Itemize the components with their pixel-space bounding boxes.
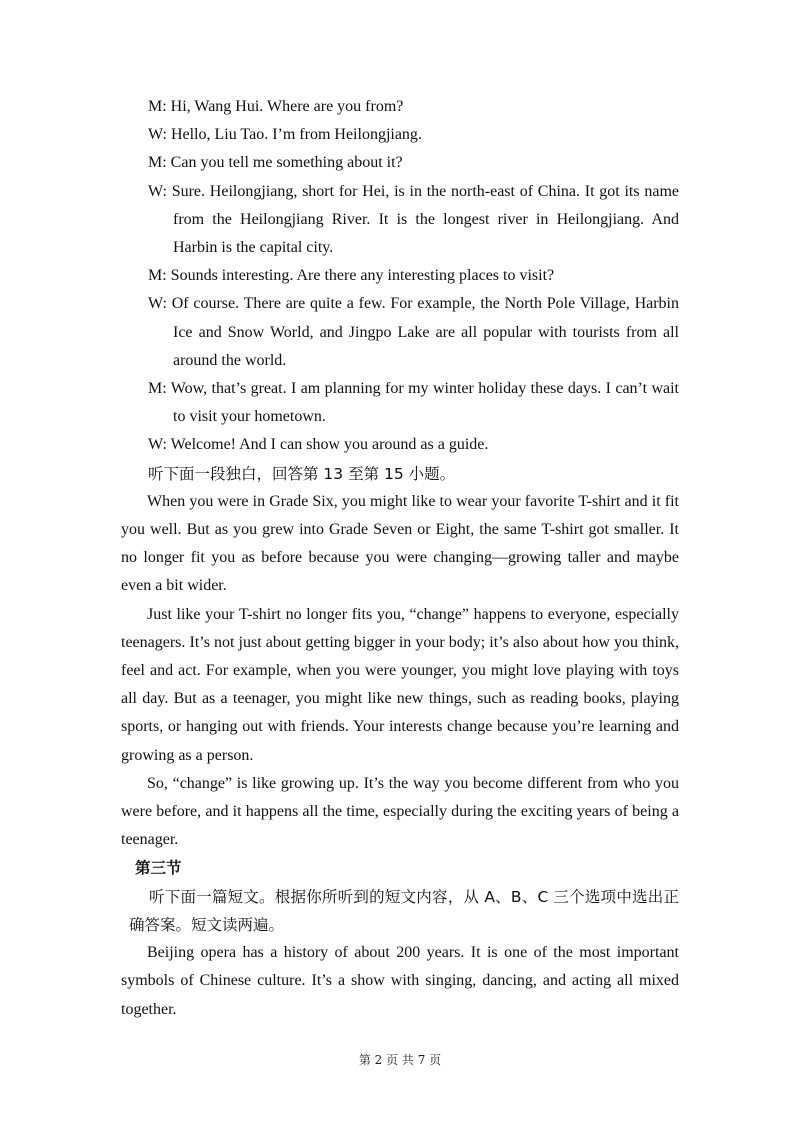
passage-paragraph: Beijing opera has a history of about 200 years. It is one of the most important symbols of Chinese culture. It’s a show with singing, dancing, and acting all mixed together. xyxy=(121,944,679,1018)
monologue xyxy=(121,488,679,855)
dialogue-line: W: Hello, Liu Tao. I’m from Heilongjiang. xyxy=(148,126,422,144)
dialogue-line: M: Can you tell me something about it? xyxy=(148,154,403,172)
section-instruction: 听下面一篇短文。根据你所听到的短文内容，从 A、B、C 三个选项中选出正确答案。短文读两遍。 xyxy=(129,887,679,934)
monologue-paragraph: Just like your T-shirt no longer fits you, “change” happens to everyone, especially teenagers. It’s not just about getting bigger in your body; it’s also about how you think, feel and act. For example, when you were younger, you might love playing with toys all day. But as a teenager, you might like new things, such as reading books, playing sports, or hanging out with friends. Your interests change because you’re learning and growing as a person. xyxy=(121,605,679,764)
page-footer: 第 2 页 共 7 页 xyxy=(358,1053,442,1067)
dialogue-line: W: Welcome! And I can show you around as a guide. xyxy=(148,436,489,454)
monologue-paragraph: So, “change” is like growing up. It’s the way you become different from who you were before, and it happens all the time, especially during the exciting years of being a teenager. xyxy=(121,774,679,849)
page-content xyxy=(121,93,679,1024)
dialogue-line: W: Sure. Heilongjiang, short for Hei, is in the north-east of China. It got its name from the Heilongjiang River. It is the longest river in Heilongjiang. And Harbin is the capital city. xyxy=(148,182,679,257)
section-heading: 第三节 xyxy=(135,859,182,878)
dialogue-line: W: Of course. There are quite a few. For example, the North Pole Village, Harbin Ice and Snow World, and Jingpo Lake are all popular with tourists from all around the world. xyxy=(148,295,679,369)
dialogue-line: M: Wow, that’s great. I am planning for my winter holiday these days. I can’t wait to visit your hometown. xyxy=(148,380,679,426)
dialogue-line: M: Hi, Wang Hui. Where are you from? xyxy=(148,98,404,115)
monologue-paragraph: When you were in Grade Six, you might like to wear your favorite T-shirt and it fit you well. But as you grew into Grade Seven or Eight, the same T-shirt got smaller. It no longer fit you as before because you were changing—growing taller and maybe even a bit wider. xyxy=(121,492,679,595)
dialogue xyxy=(121,93,679,460)
monologue-instruction: 听下面一段独白，回答第 13 至第 15 小题。 xyxy=(148,464,456,483)
dialogue-line: M: Sounds interesting. Are there any interesting places to visit? xyxy=(148,267,555,285)
